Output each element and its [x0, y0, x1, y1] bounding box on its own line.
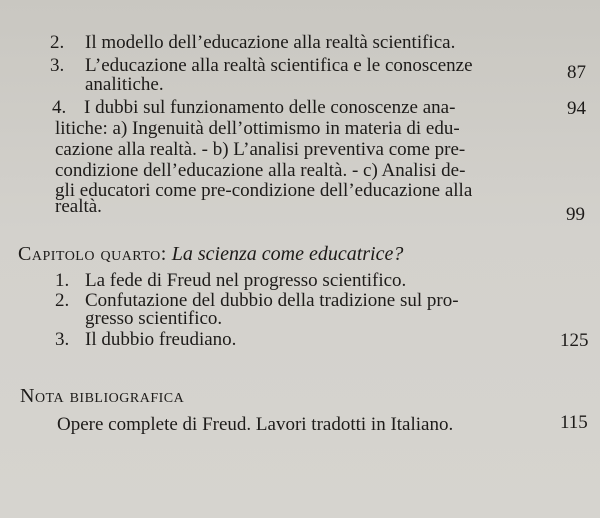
entry-text: cazione alla realtà. - b) L’analisi preventiva come pre- [55, 139, 466, 160]
entry-number: 1. [55, 270, 70, 291]
entry-number: 4. [52, 97, 67, 118]
entry-number: 2. [55, 290, 70, 311]
entry-text: Confutazione del dubbio della tradizione sul pro- [85, 290, 459, 311]
entry-text: condizione dell’educazione alla realtà. - c) Analisi de- [55, 160, 466, 181]
entry-text: I dubbi sul funzionamento delle conoscenze ana- [84, 97, 456, 118]
page-number: 115 [560, 412, 588, 433]
entry-text: realtà. [55, 196, 102, 217]
entry-text: Opere complete di Freud. Lavori tradotti in Italiano. [57, 414, 454, 435]
page-number: 99 [566, 204, 585, 225]
entry-number: 3. [55, 329, 70, 350]
entry-text: analitiche. [85, 74, 164, 95]
chapter-title: La scienza come educatrice? [171, 243, 404, 265]
entry-text: L’educazione alla realtà scientifica e le conoscenze [85, 55, 473, 76]
chapter-heading [18, 243, 403, 265]
entry-text: Il modello dell’educazione alla realtà scientifica. [85, 32, 456, 53]
section-heading: Nota bibliografica [20, 385, 185, 407]
entry-number: 2. [50, 32, 65, 53]
page-number: 87 [567, 62, 586, 83]
entry-text: La fede di Freud nel progresso scientifico. [85, 270, 407, 291]
page-number: 125 [560, 330, 589, 351]
page-number: 94 [567, 98, 586, 119]
entry-text: litiche: a) Ingenuità dell’ottimismo in materia di edu- [55, 118, 460, 139]
entry-text: gresso scientifico. [85, 308, 223, 329]
entry-text: gli educatori come pre-condizione dell’educazione alla [55, 180, 473, 201]
entry-text: Il dubbio freudiano. [85, 329, 237, 350]
entry-number: 3. [50, 55, 65, 76]
chapter-label: Capitolo quarto: [18, 243, 167, 265]
